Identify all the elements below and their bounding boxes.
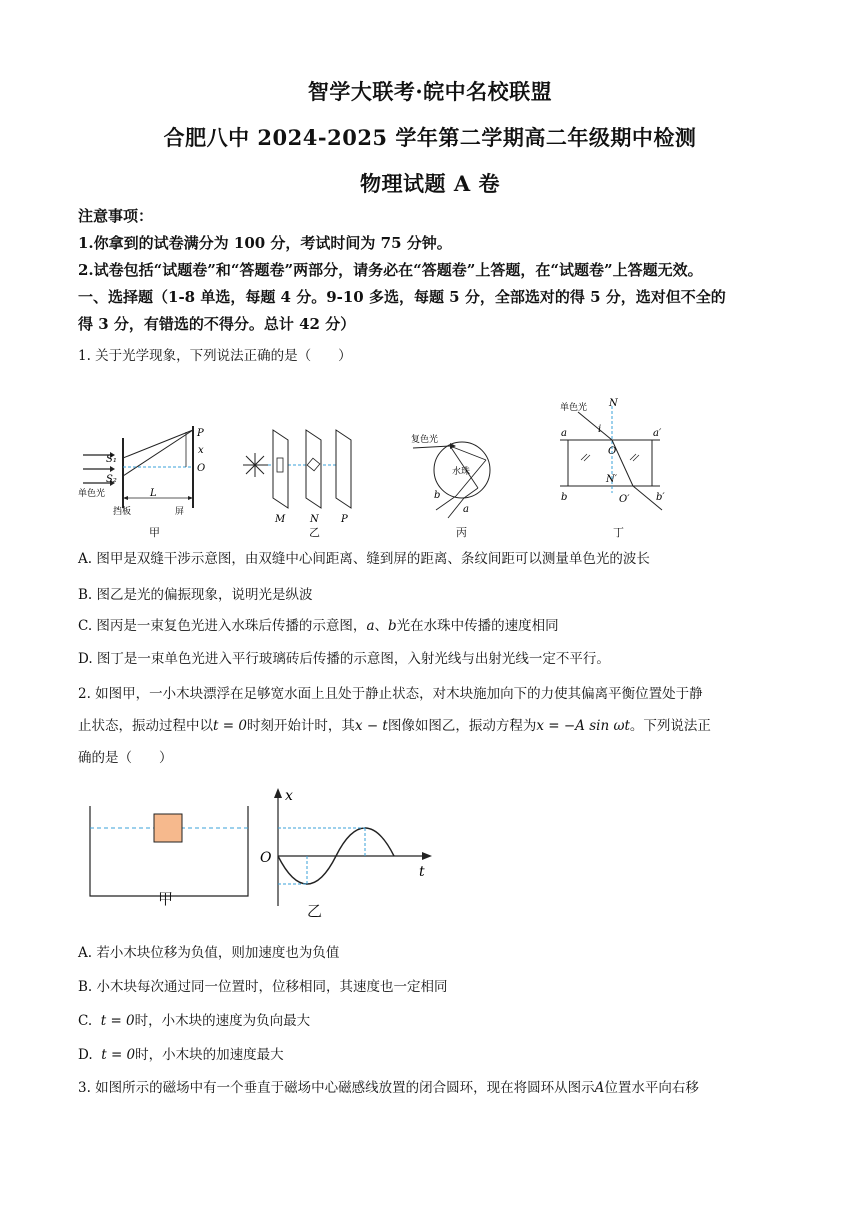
label-baffle: 挡板 <box>113 507 132 517</box>
q1-option-c <box>78 614 559 634</box>
caption-yi: 乙 <box>309 526 320 539</box>
label-m: M <box>275 514 286 524</box>
q2-stem-line3: 确的是（ ） <box>78 750 173 766</box>
figure-jia <box>78 426 205 517</box>
q2-option-c-t0: t = 0 <box>100 1013 135 1029</box>
q2-figures <box>78 784 458 914</box>
q2-option-d-prefix: D. <box>78 1047 93 1063</box>
caption-ding: 丁 <box>613 526 624 539</box>
q2-stem-line2 <box>78 714 711 734</box>
q3-stem <box>78 1076 699 1096</box>
label-p: P <box>197 428 204 439</box>
label-s2: S₂ <box>106 474 117 485</box>
axis-t-label: t <box>419 864 425 880</box>
q2-stem-part-a: 止状态，振动过程中以 <box>78 718 213 734</box>
q2-option-b: B. 小木块每次通过同一位置时，位移相同，其速度也一定相同 <box>78 979 448 995</box>
label-b-prime: b′ <box>656 492 665 503</box>
q2-option-c-prefix: C. <box>78 1013 93 1029</box>
origin-label: O <box>260 850 272 866</box>
q2-option-d-t0: t = 0 <box>101 1047 136 1063</box>
label-angle-i: i <box>598 424 602 435</box>
notice-item-1: 1.你拿到的试卷满分为 100 分，考试时间为 75 分钟。 <box>78 234 452 252</box>
section-heading-line1: 一、选择题（1-8 单选，每题 4 分。9-10 多选，每题 5 分，全部选对的得 5 分，选对但不全的 <box>78 288 726 306</box>
section-heading-line2: 得 3 分，有错选的不得分。总计 42 分） <box>78 315 356 333</box>
label-b-left: b <box>561 492 568 503</box>
q2-option-d <box>78 1043 284 1063</box>
label-x: x <box>198 445 204 456</box>
subject-title: 物理试题 A 卷 <box>360 171 500 196</box>
q3-stem-position-a: A <box>594 1080 605 1096</box>
label-l: L <box>150 488 157 499</box>
q1-option-c-sep: 、 <box>374 618 388 634</box>
label-p2: P <box>341 514 348 524</box>
q1-option-c-a: a <box>366 618 375 634</box>
q2-stem-part-b: 时刻开始计时，其 <box>246 718 355 734</box>
q1-option-d: D. 图丁是一束单色光进入平行玻璃砖后传播的示意图，入射光线与出射光线一定不平行。 <box>78 651 610 667</box>
q2-stem-part-c: 图像如图乙，振动方程为 <box>387 718 537 734</box>
figure-ding <box>560 398 665 510</box>
label-o-prime: O′ <box>619 494 630 505</box>
figure-q2-jia <box>90 806 248 896</box>
label-n-prime: N′ <box>606 474 618 485</box>
q1-figures <box>78 398 678 524</box>
caption-jia: 甲 <box>149 526 160 539</box>
label-o: O <box>197 463 206 474</box>
exam-series-title: 智学大联考·皖中名校联盟 <box>307 79 553 104</box>
label-screen: 屏 <box>175 507 185 517</box>
figure-bing <box>411 433 490 518</box>
label-o-top: O <box>608 446 617 457</box>
floating-block <box>154 814 182 842</box>
caption-bing: 丙 <box>456 526 467 539</box>
label-composite-light: 复色光 <box>411 435 439 445</box>
notice-item-2: 2.试卷包括“试题卷”和“答题卷”两部分，请务必在“答题卷”上答题，在“试题卷”上答题无效。 <box>78 261 703 279</box>
label-a: a <box>463 504 469 515</box>
q2-stem-xt: x − t <box>354 718 388 734</box>
q2-stem-equation: x = −A sin ωt <box>536 718 630 734</box>
label-n: N <box>310 514 319 524</box>
label-b: b <box>434 490 441 501</box>
label-a-left: a <box>561 428 567 439</box>
figure-q2-yi <box>260 788 432 906</box>
q3-stem-part-b: 位置水平向右移 <box>604 1080 699 1096</box>
notice-heading: 注意事项： <box>78 207 154 225</box>
q1-option-b: B. 图乙是光的偏振现象，说明光是纵波 <box>78 587 313 603</box>
label-s1: S₁ <box>106 454 117 465</box>
label-mono-light: 单色光 <box>78 489 106 499</box>
q2-option-c <box>78 1009 310 1029</box>
q2-option-d-text: 时，小木块的加速度最大 <box>135 1047 284 1063</box>
caption-q2-yi: 乙 <box>307 902 323 920</box>
q1-stem: 1. 关于光学现象，下列说法正确的是（ ） <box>78 348 352 364</box>
q2-option-a: A. 若小木块位移为负值，则加速度也为负值 <box>78 945 340 961</box>
figure-yi <box>243 430 353 524</box>
q1-option-c-b: b <box>388 618 397 634</box>
q2-stem-line1: 2. 如图甲，一小木块漂浮在足够宽水面上且处于静止状态，对木块施加向下的力使其偏离平衡位置处于静 <box>78 686 703 702</box>
label-droplet: 水珠 <box>452 467 471 477</box>
q2-stem-t0: t = 0 <box>213 718 247 734</box>
q3-stem-part-a: 3. 如图所示的磁场中有一个垂直于磁场中心磁感线放置的闭合圆环，现在将圆环从图示 <box>78 1080 595 1096</box>
q2-stem-part-d: 。下列说法正 <box>629 718 711 734</box>
label-a-right: a′ <box>653 428 662 439</box>
caption-q2-jia: 甲 <box>158 890 174 908</box>
exam-title: 合肥八中 2024-2025 学年第二学期高二年级期中检测 <box>163 125 697 150</box>
q1-option-a: A. 图甲是双缝干涉示意图，由双缝中心间距离、缝到屏的距离、条纹间距可以测量单色光的波长 <box>78 551 650 567</box>
label-mono-light-2: 单色光 <box>560 403 588 413</box>
axis-x-label: x <box>285 788 293 804</box>
q1-option-c-text: C. 图丙是一束复色光进入水珠后传播的示意图， <box>78 618 367 634</box>
label-normal-n: N <box>609 398 618 409</box>
q2-option-c-text: 时，小木块的速度为负向最大 <box>134 1013 311 1029</box>
q1-option-c-end: 光在水珠中传播的速度相同 <box>396 618 559 634</box>
